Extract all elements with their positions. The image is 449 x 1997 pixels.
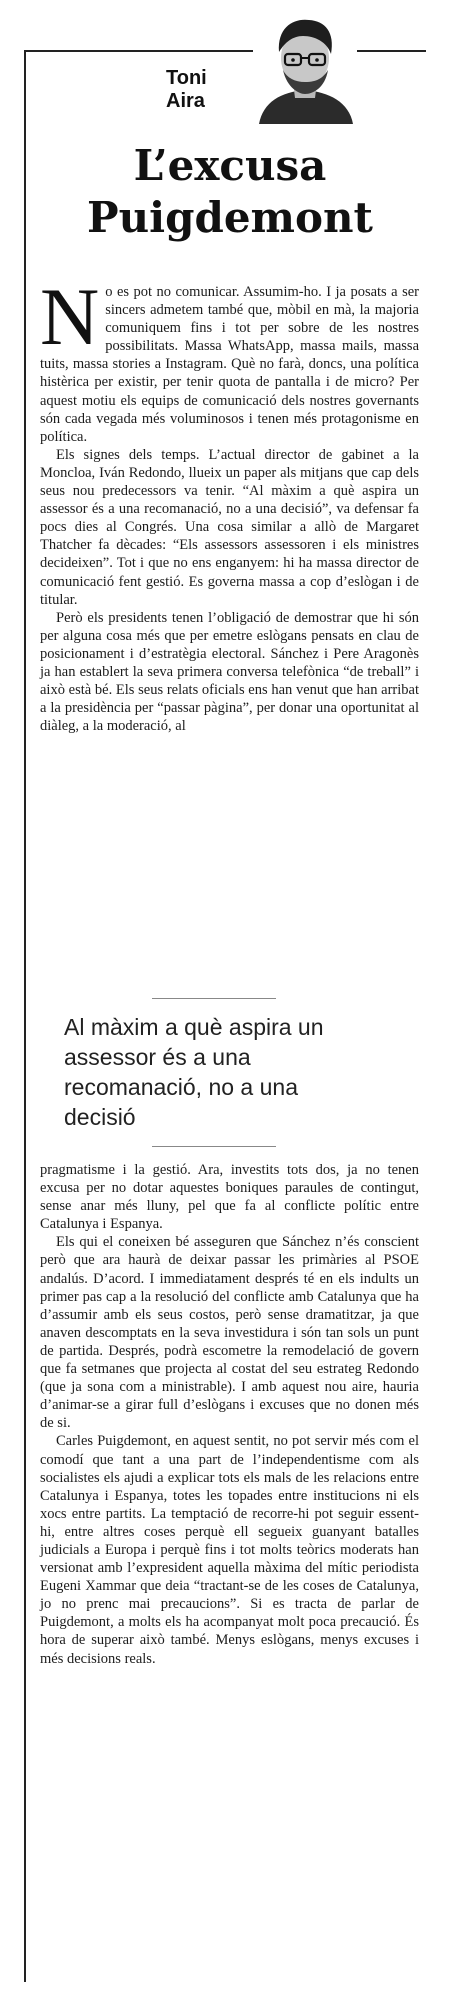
pullquote-rule-bottom bbox=[152, 1146, 276, 1147]
author-name bbox=[166, 67, 207, 113]
title-line-2: Puigdemont bbox=[87, 193, 373, 242]
drop-cap: N bbox=[40, 271, 100, 362]
article-body-top bbox=[40, 271, 419, 735]
paragraph-5: Els qui el coneixen bé asseguren que Sánchez n’és conscient però que ara haurà de deixar passar les primàries al PSOE andalús. D’acord. I immediatament després té en els indults un primer pas cap a la resolució del conflicte amb Catalunya que ha d’assumir amb els seus costos, però sense dramatitzar, ja que anaven descomptats en la seva investidura i són tan sols un punt de partida. Després, podrà escometre la remodelació de govern que fa setmanes que projecta al costat del seu estrateg Redondo (que ja sona com a ministrable). I amb aquest nou aire, hauria d’animar-se a girar full d’eslògans i excuses que no donen més de si. bbox=[40, 1234, 419, 1432]
author-first-name: Toni bbox=[166, 67, 207, 89]
pullquote-rule-top bbox=[152, 998, 276, 999]
paragraph-2: Els signes dels temps. L’actual director de gabinet a la Moncloa, Iván Redondo, lluеix un paper als mitjans que cap dels seus nou predecessors va tenir. “Al màxim a què aspira un assessor és a una recomanació, no a una decisió”, va defensar fa pocs dies al Congrés. Una cosa similar a allò de Margaret Thatcher fa dècades: “Els assessors assessoren i els ministres decideixen”. Tot i que no ens enganyem: hi ha massa director de comunicació fent gestió. Es governa massa a cop d’eslògan i de titular. bbox=[40, 446, 419, 608]
paragraph-4: pragmatisme i la gestió. Ara, investits tots dos, ja no tenen excusa per no dotar aquestes boniques paraules de contingut, sense anar més lluny, pel que fa al conflicte polític entre Catalunya i Espanya. bbox=[40, 1162, 419, 1233]
author-portrait bbox=[253, 12, 357, 124]
paragraph-1 bbox=[40, 271, 419, 446]
article-body-bottom bbox=[40, 1161, 419, 1668]
title-line-1: L’excusa bbox=[133, 141, 327, 190]
paragraph-1-text: o es pot no comunicar. Assumim-ho. I ja posats a ser sincers admetem també que, mòbil en mà, la majoria comuniquem fins i tot per sobre de les nostres possibilitats. Massa WhatsApp, massa mails, massa tuits, massa stories a Instagram. Què no farà, doncs, una política histèrica per existir, per tenir quota de pantalla i de micro? Per aquest motiu els equips de comunicació dels nostres governants són cada vegada més voluminosos i tenen més protagonisme en política. bbox=[40, 284, 419, 445]
paragraph-6: Carles Puigdemont, en aquest sentit, no pot servir més com el comodí que tant a una part de l’independentisme com als socialistes els ajudi a explicar tots els mals de les relacions entre Catalunya i Espanya, totes les topades entre institucions ni els xocs entre partits. La temptació de recorre-hi pot seguir essent-hi, entre altres coses perquè ell segueix guanyant batalles judicials a Europa i perquè fins i tot molts teòrics moderats han versionat amb l’expresident aquella màxima del mític periodista Eugeni Xammar que deia “tractant-se de les coses de Catalunya, jo no prenc mai precaucions”. Si es tracta de parlar de Puigdemont, a molts els ha acompanyat molt poca precaució. És hora de superar això també. Menys eslògans, menys excuses i més decisions reals. bbox=[40, 1433, 419, 1667]
article-title bbox=[40, 140, 420, 244]
paragraph-3: Però els presidents tenen l’obligació de demostrar que hi són per alguna cosa més que per emetre eslògans pensats en clau de posicionament i d’estratègia electoral. Sánchez i Pere Aragonès ja han establert la seva primera conversa telefònica “de treball” i això està bé. Els seus relats oficials ens han venut que han arribat a la presidència per “passar pàgina”, per donar una oportunitat al diàleg, a la moderació, al bbox=[40, 609, 419, 735]
author-last-name: Aira bbox=[166, 90, 205, 112]
pull-quote: Al màxim a què aspira un assessor és a una recomanació, no a una decisió bbox=[64, 1014, 324, 1130]
author-header bbox=[150, 12, 380, 124]
